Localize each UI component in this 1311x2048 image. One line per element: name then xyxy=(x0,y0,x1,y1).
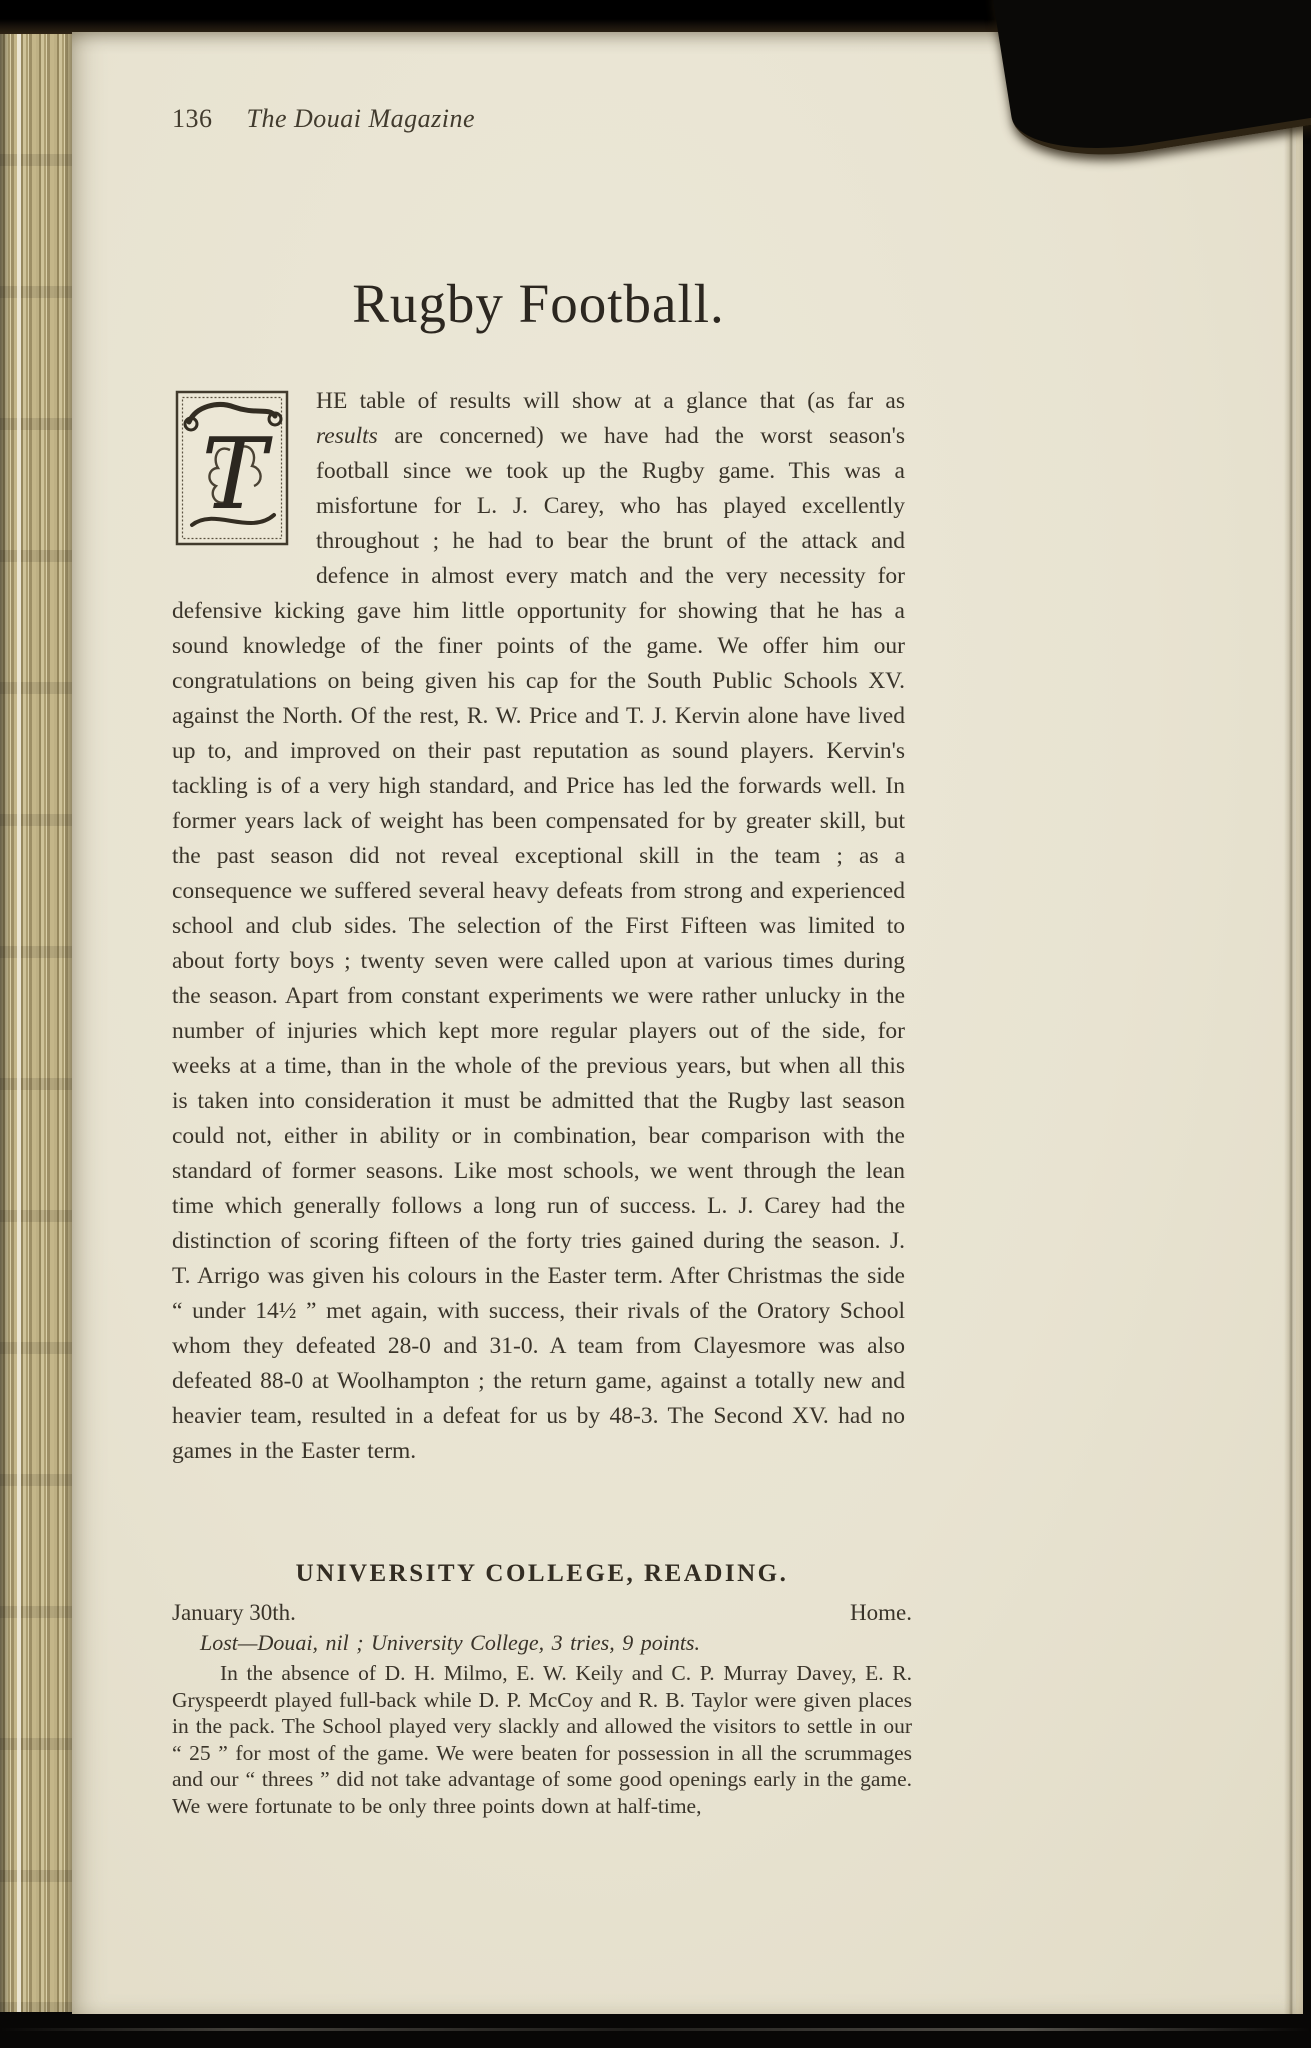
page-edge-highlight xyxy=(17,34,21,2012)
match-result-line: Lost—Douai, nil ; University College, 3 tries, 9 points. xyxy=(200,1630,700,1655)
match-report-section xyxy=(172,1560,912,1819)
paragraph-lead-text: HE table of results will show at a glance that (as far as xyxy=(316,388,905,414)
drop-cap-letter: T xyxy=(201,418,267,532)
match-venue: Home. xyxy=(850,1600,912,1625)
magazine-title: The Douai Magazine xyxy=(246,104,476,133)
page-gutter-shade xyxy=(1296,32,1303,2014)
drop-cap-engraving xyxy=(174,386,292,554)
article-body xyxy=(172,384,905,1469)
drop-cap-ornament xyxy=(174,386,292,554)
article-title: Rugby Football. xyxy=(352,273,725,334)
book-page-edges xyxy=(0,34,75,2012)
match-heading: UNIVERSITY COLLEGE, READING. xyxy=(295,1560,789,1587)
page-number: 136 xyxy=(172,104,213,133)
match-dateline xyxy=(172,1598,912,1628)
cover-scuff-line xyxy=(0,2028,1311,2031)
running-header xyxy=(172,104,905,134)
paragraph-italic-word: results xyxy=(316,423,378,449)
magazine-page xyxy=(72,32,1303,2014)
paragraph-rest-text: are concerned) we have had the worst season's football since we took up the Rugby game. This was a misfortune for L. J. Carey, who has played excellently throughout ; he had to bear the brunt of the attack and defence in almost every match and the very necessity for defensive kicking gave him little opportunity for showing that he has a sound knowledge of the finer points of the game. We offer him our congratulations on being given his cap for the South Public Schools XV. against the North. Of the rest, R. W. Price and T. J. Kervin alone have lived up to, and improved on their past reputation as sound players. Kervin's tackling is of a very high standard, and Price has led the forwards well. In former years lack of weight has been compensated for by greater skill, but the past season did not reveal exceptional skill in the team ; as a consequence we suffered several heavy defeats from strong and experienced school and club sides. The selection of the First Fifteen was limited to about forty boys ; twenty seven were called upon at various times during the season. Apart from constant experiments we were rather unlucky in the number of injuries which kept more regular players out of the side, for weeks at a time, than in the whole of the previous years, but when all this is taken into consideration it must be admitted that the Rugby last season could not, either in ability or in combination, bear comparison with the standard of former seasons. Like most schools, we went through the lean time which generally follows a long run of success. L. J. Carey had the distinction of scoring fifteen of the forty tries gained during the season. J. T. Arrigo was given his colours in the Easter term. After Christmas the side “ under 14½ ” met again, with success, their rivals of the Oratory School whom they defeated 28-0 and 31-0. A team from Clayesmore was also defeated 88-0 at Woolhampton ; the return game, against a totally new and heavier team, resulted in a defeat for us by 48-3. The Second XV. had no games in the Easter term. xyxy=(172,423,905,1464)
match-date: January 30th. xyxy=(172,1600,296,1625)
match-report-body: In the absence of D. H. Milmo, E. W. Keily and C. P. Murray Davey, E. R. Gryspeerdt played full-back while D. P. McCoy and R. B. Taylor were given places in the pack. The School played very slackly and allowed the visitors to settle in our “ 25 ” for most of the game. We were beaten for possession in all the scrummages and our “ threes ” did not take advantage of some good openings early in the game. We were fortunate to be only three points down at half-time, xyxy=(172,1661,912,1818)
